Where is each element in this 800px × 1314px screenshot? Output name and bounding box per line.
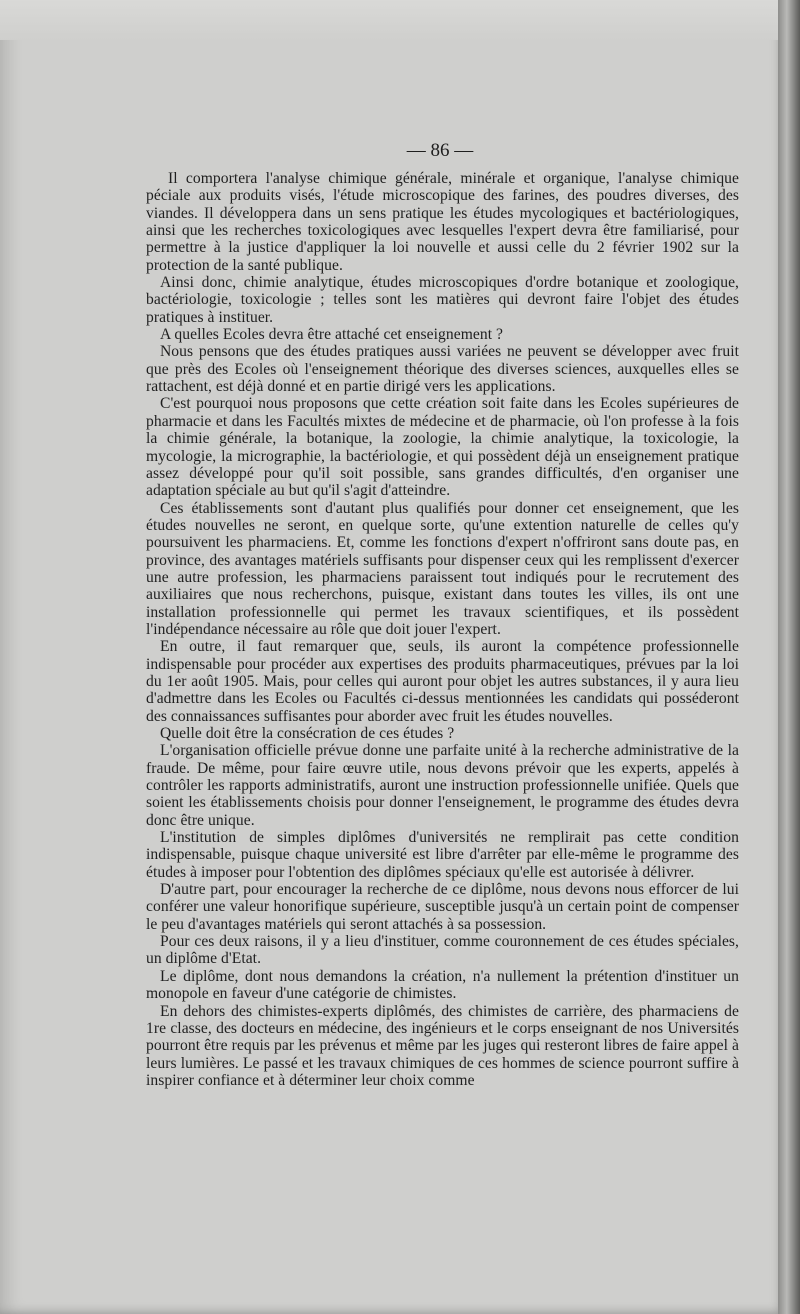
paragraph-2: Ainsi donc, chimie analytique, études microscopiques d'ordre botanique et zoologique, bactériologie, toxicologie ; telles sont les matières qui devront faire l'objet des études pratiques à instituer. (146, 274, 739, 326)
paragraph-8: Quelle doit être la consécration de ces études ? (160, 725, 455, 742)
paragraph-6: Ces établissements sont d'autant plus qualifiés pour donner cet enseignement, que les études nouvelles ne seront, en quelque sorte, qu'une extention naturelle de celles qu'y poursuivent les pharmaciens. Et, comme les fonctions d'expert n'offriront sans doute pas, en province, des avantages matériels suffisants pour dispenser ceux qui les remplissent d'exercer une autre profession, les pharmaciens paraissent tout indiqués pour le recrutement des auxiliaires que nous recherchons, puisque, existant dans toutes les villes, ils ont une installation professionnelle qui permet les travaux scientifiques, et ils possèdent l'indépendance nécessaire au rôle que doit jouer l'expert. (146, 499, 739, 638)
paragraph-11: D'autre part, pour encourager la recherche de ce diplôme, nous devons nous efforcer de lui conférer une valeur honorifique supérieure, susceptible jusqu'à un certain point de compenser le peu d'avantages matériels qui seront attachés à sa possession. (146, 881, 739, 933)
paragraph-3: A quelles Ecoles devra être attaché cet enseignement ? (160, 326, 503, 344)
paragraph-1: Il comportera l'analyse chimique générale, minérale et organique, l'analyse chimique péciale aux produits visés, l'étude microscopique des farines, des poudres diverses, des viandes. Il développera dans un sens pratique les études mycologiques et bactériologiques, ainsi que les recherches toxicologiques avec lesquelles l'expert devra être familiarisé, pour permettre à la justice d'appliquer la loi nouvelle et aussi celle du 2 février 1902 sur la protection de la santé publique. (146, 170, 739, 274)
paragraph-12: Pour ces deux raisons, il y a lieu d'instituer, comme couronnement de ces études spéciales, un diplôme d'Etat. (146, 933, 739, 968)
paragraph-9: L'organisation officielle prévue donne une parfaite unité à la recherche administrative de la fraude. De même, pour faire œuvre utile, nous devons prévoir que les experts, appelés à contrôler les rapports administratifs, auront une instruction professionnelle unifiée. Quels que soient les établissements choisis pour donner l'enseignement, le programme des études devra donc être unique. (146, 742, 739, 829)
paragraph-5: C'est pourquoi nous proposons que cette création soit faite dans les Ecoles supérieures de pharmacie et dans les Facultés mixtes de médecine et de pharmacie, où l'on professe à la fois la chimie générale, la botanique, la zoologie, la chimie analytique, la toxicologie, la mycologie, la micrographie, la bactériologie, et qui possèdent déjà un enseignement pratique assez développé pour qu'il soit possible, sans grandes difficultés, d'en organiser une adaptation spéciale au but qu'il s'agit d'atteindre. (146, 395, 739, 500)
page-number: — 86 — (406, 140, 474, 161)
paragraph-13: Le diplôme, dont nous demandons la création, n'a nullement la prétention d'instituer un monopole en faveur d'une catégorie de chimistes. (146, 967, 739, 1003)
paragraph-7: En outre, il faut remarquer que, seuls, ils auront la compétence professionnelle indispensable pour procéder aux expertises des produits pharmaceutiques, prévues par la loi du 1er août 1905. Mais, pour celles qui auront pour objet les autres substances, il y aura lieu d'admettre dans les Ecoles ou Facultés ci-dessus mentionnées les candidats qui posséderont des connaissances suffisantes pour aborder avec fruit les études nouvelles. (146, 638, 739, 725)
paragraph-14: En dehors des chimistes-experts diplômés, des chimistes de carrière, des pharmaciens de 1re classe, des docteurs en médecine, des ingénieurs et le corps enseignant de nos Universités pourront être requis par les prévenus et même par les juges qui resteront libres de faire appel à leurs lumières. Le passé et les travaux chimiques de ces hommes de science pourront suffire à inspirer confiance et à déterminer leur choix comme (146, 1002, 739, 1089)
body-text (146, 170, 739, 1089)
paragraph-10: L'institution de simples diplômes d'universités ne remplirait pas cette condition indispensable, puisque chaque université est libre d'arrêter par elle-même le programme des études à imposer pour l'obtention des diplômes spéciaux qu'elle est autorisée à délivrer. (146, 829, 739, 881)
paragraph-4: Nous pensons que des études pratiques aussi variées ne peuvent se développer avec fruit que près des Ecoles où l'enseignement théorique des diverses sciences, auxquelles elles se rattachent, est déjà donné et en partie dirigé vers les applications. (146, 343, 739, 396)
book-edge (778, 0, 800, 1314)
page-top-margin (0, 0, 800, 40)
